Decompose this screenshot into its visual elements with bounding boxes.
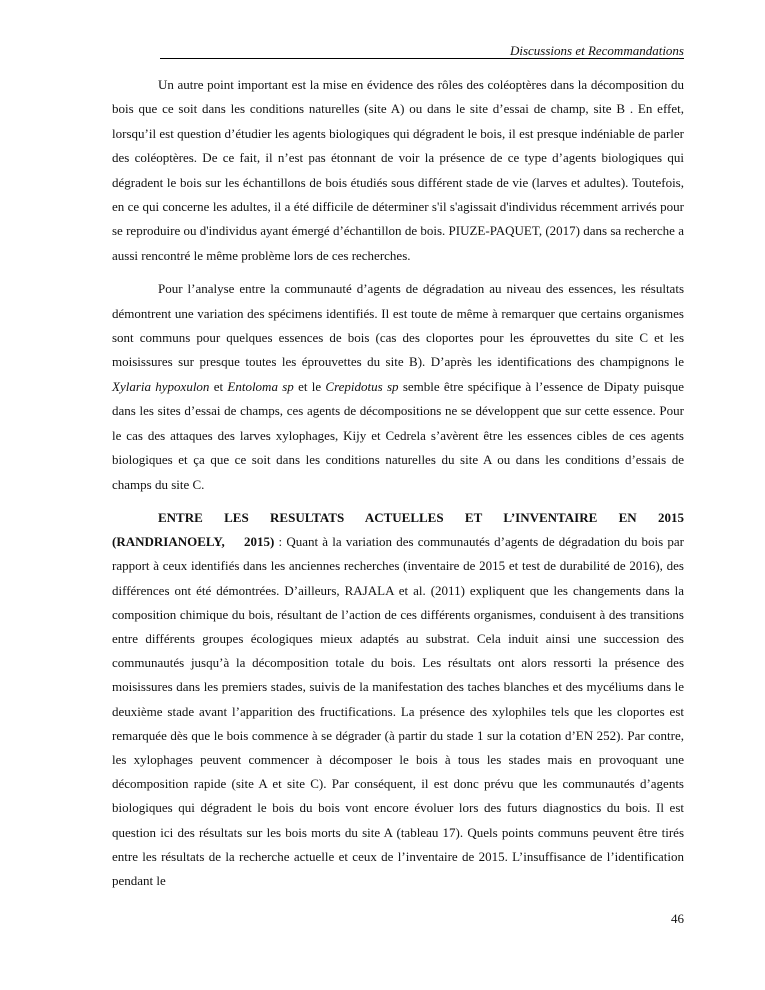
paragraph-communaute-essences [112,277,684,497]
running-header: Discussions et Recommandations [509,43,684,58]
page-number: 46 [671,911,684,926]
paragraph-text: Pour l’analyse entre la communauté d’agents de dégradation au niveau des essences, les résultats démontrent une variation des spécimens identifiés. Il est toute de même à remarquer que certains organismes sont communs pour quelques essences de bois (cas des cloportes pour les éprouvettes du site C et les moisissures sur presque toutes les éprouvettes du site B). D’après les identifications des champignons le [112,281,684,370]
section-heading: ENTRE LES RESULTATS ACTUELLES ET L’INVENTAIRE EN 2015 (RANDRIANOELY, 2015) [112,509,684,550]
paragraph-text: semble être spécifique à l’essence de Dipaty puisque dans les sites d’essai de champs, ces agents de décompositions ne se développent que sur cette essence. Pour le cas des attaques des larves xylophages, Kijy et Cedrela s’avèrent être les essences cibles de ces agents biologiques et ça que ce soit dans les conditions naturelles du site A ou dans les conditions d’essais de champs du site C. [112,378,685,492]
header-rule [160,58,684,59]
species-name: Entoloma sp [227,378,294,394]
paragraph-inventaire-2015 [112,506,684,893]
species-name: Crepidotus sp [325,378,399,394]
paragraph-coleopteres: Un autre point important est la mise en évidence des rôles des coléoptères dans la décomposition du bois que ce soit dans les conditions naturelles (site A) ou dans le site d’essai de champ, site B . En effet, lorsqu’il est question d’étudier les agents biologiques qui dégradent le bois, il est presque indéniable de parler des coléoptères. De ce fait, il n’est pas étonnant de voir la présence de ce type d’agents biologiques qui dégradent le bois sur les échantillons de bois étudiés sous différent stade de vie (larves et adultes). Toutefois, en ce qui concerne les adultes, il a été difficile de déterminer s'il s'agissait d'individus récemment arrivés pour se reproduire ou d'individus ayant émergé d’échantillon de bois. PIUZE-PAQUET, (2017) dans sa recherche a aussi rencontré le même problème lors de ces recherches. [112,77,684,263]
paragraph-text: et [209,378,228,394]
species-name: Xylaria hypoxulon [112,378,210,394]
page-body [112,73,684,902]
paragraph-text: et le [293,378,326,394]
paragraph-text: : Quant à la variation des communautés d’agents de dégradation du bois par rapport à ceux identifiés dans les anciennes recherches (inventaire de 2015 et test de durabilité de 2016), des différences ont été démontrées. D’ailleurs, RAJALA et al. (2011) expliquent que les changements dans la composition chimique du bois, résultant de l’action de ces différents organismes, conduisent à des transitions entre différents groupes écologiques mieux adaptés au substrat. Cela induit ainsi une succession des communautés jusqu’à la décomposition totale du bois. Les résultats ont alors ressorti la présence des moisissures dans les premiers stades, suivis de la manifestation des taches blanches et des mycéliums dans le deuxième stade avant l’apparition des fructifications. La présence des xylophiles tels que les cloportes est remarquée dès que le bois commence à se dégrader (à partir du stade 1 sur la cotation d’EN 252). Par contre, les xylophages peuvent commencer à décomposer le bois à tous les stades mais en provoquant une décomposition rapide (site A et site C). Par conséquent, il est donc prévu que les communautés d’agents biologiques qui dégradent le bois du bois vont encore évoluer lors des futurs diagnostics du bois. Il est question ici des résultats sur les bois morts du site A (tableau 17). Quels points communs peuvent être tirés entre les résultats de la recherche actuelle et ceux de l’inventaire de 2015. L’insuffisance de l’identification pendant le [112,534,685,888]
